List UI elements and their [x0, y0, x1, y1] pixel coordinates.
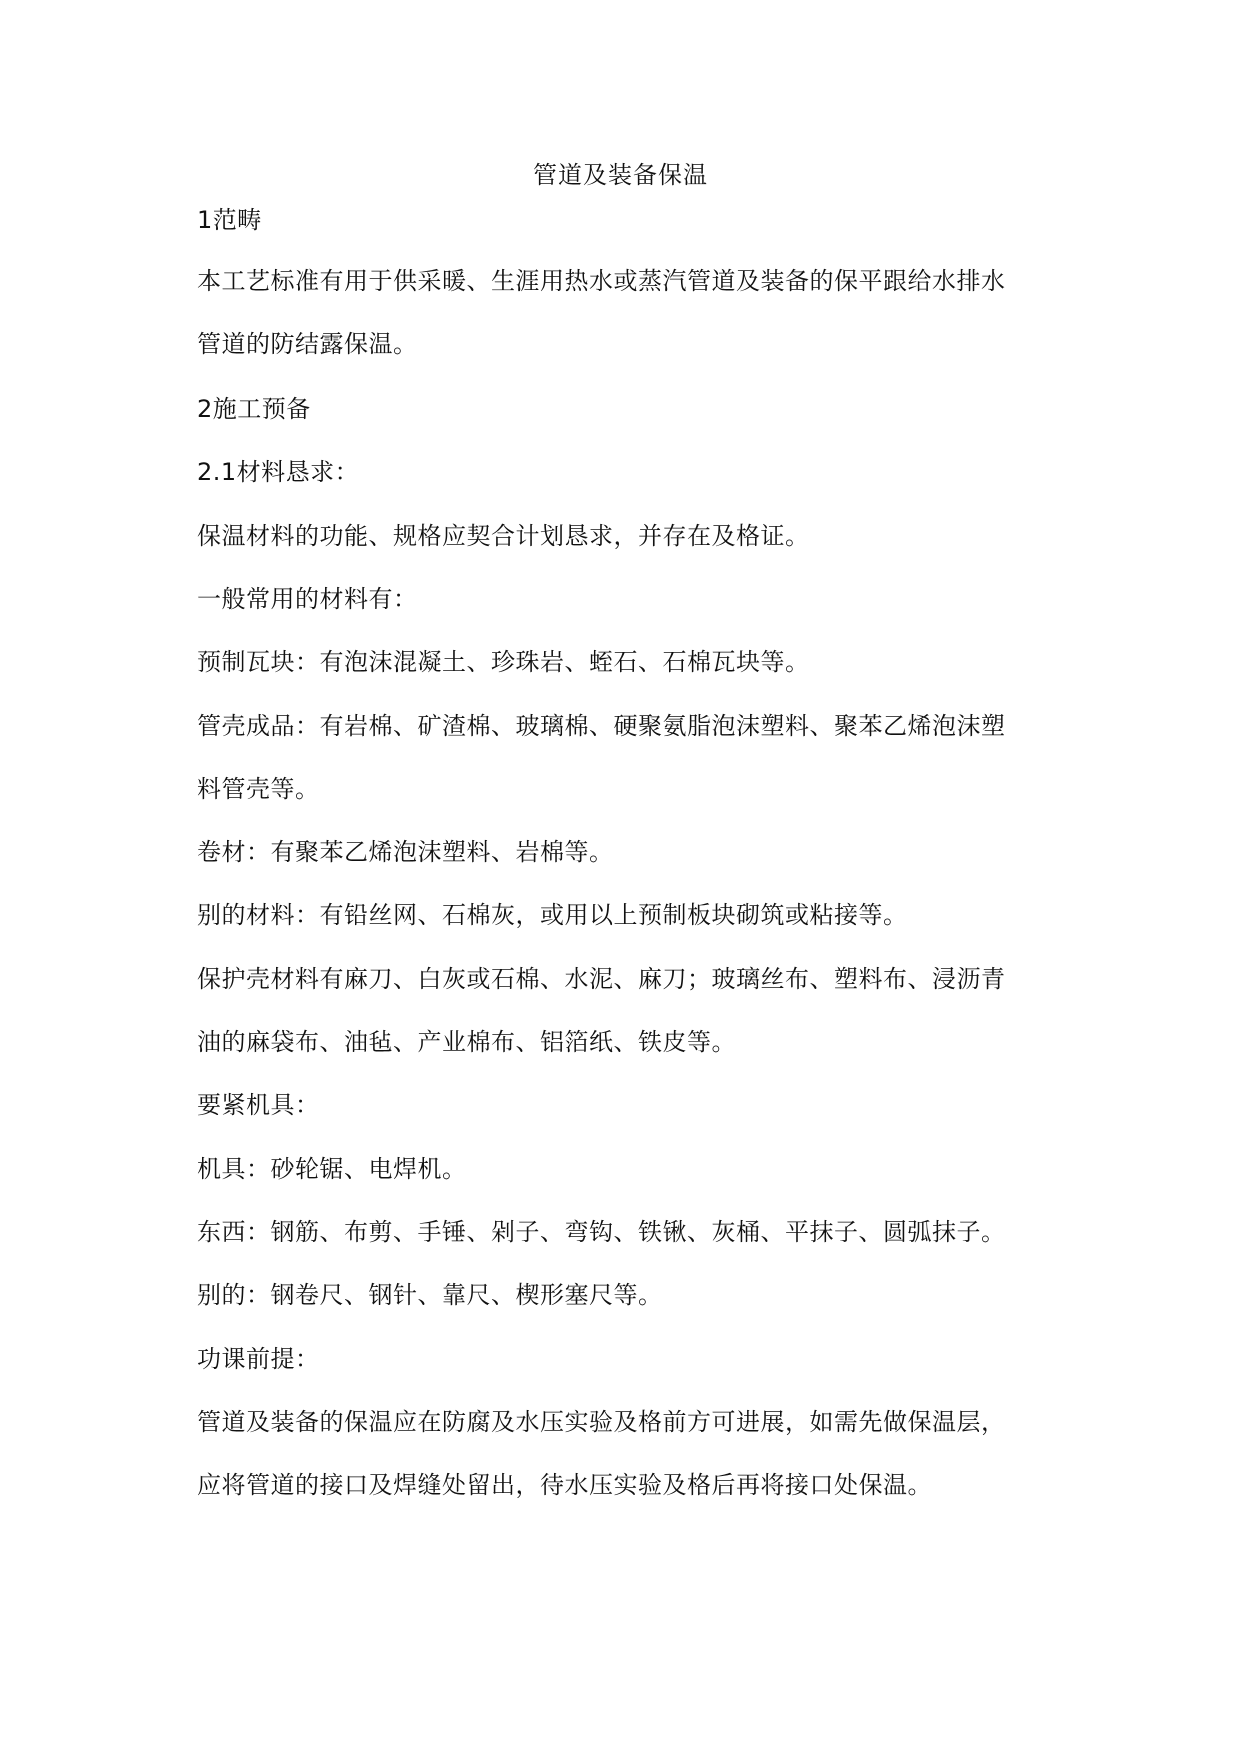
- paragraph-line: 机具：砂轮锯、电焊机。: [197, 1155, 467, 1183]
- subsection-heading-materials: 2.1材料恳求：: [197, 458, 360, 486]
- section-heading-preparation: 2施工预备: [197, 395, 311, 423]
- paragraph-line: 本工艺标准有用于供采暖、生涯用热水或蒸汽管道及装备的保平跟给水排水: [197, 267, 1006, 295]
- paragraph-line: 油的麻袋布、油毡、产业棉布、铝箔纸、铁皮等。: [197, 1028, 736, 1056]
- paragraph-line: 应将管道的接口及焊缝处留出，待水压实验及格后再将接口处保温。: [197, 1471, 932, 1499]
- paragraph-line: 别的材料：有铅丝网、石棉灰，或用以上预制板块砌筑或粘接等。: [197, 901, 908, 929]
- paragraph-line: 功课前提：: [197, 1345, 320, 1373]
- paragraph-line: 东西：钢筋、布剪、手锤、剁子、弯钩、铁锹、灰桶、平抹子、圆弧抹子。: [197, 1218, 1006, 1246]
- paragraph-line: 别的：钢卷尺、钢针、靠尺、楔形塞尺等。: [197, 1281, 663, 1309]
- paragraph-line: 一般常用的材料有：: [197, 585, 418, 613]
- paragraph-line: 管壳成品：有岩棉、矿渣棉、玻璃棉、硬聚氨脂泡沫塑料、聚苯乙烯泡沫塑: [197, 712, 1006, 740]
- paragraph-line: 管道的防结露保温。: [197, 330, 418, 358]
- paragraph-line: 预制瓦块：有泡沫混凝土、珍珠岩、蛭石、石棉瓦块等。: [197, 648, 810, 676]
- paragraph-line: 料管壳等。: [197, 775, 320, 803]
- section-heading-scope: 1范畴: [197, 206, 262, 234]
- paragraph-line: 保温材料的功能、规格应契合计划恳求，并存在及格证。: [197, 522, 810, 550]
- paragraph-line: 卷材：有聚苯乙烯泡沫塑料、岩棉等。: [197, 838, 614, 866]
- paragraph-line: 保护壳材料有麻刀、白灰或石棉、水泥、麻刀；玻璃丝布、塑料布、浸沥青: [197, 965, 1006, 993]
- paragraph-line: 要紧机具：: [197, 1091, 320, 1119]
- paragraph-line: 管道及装备的保温应在防腐及水压实验及格前方可进展，如需先做保温层，: [197, 1408, 1006, 1436]
- document-title: 管道及装备保温: [533, 161, 708, 189]
